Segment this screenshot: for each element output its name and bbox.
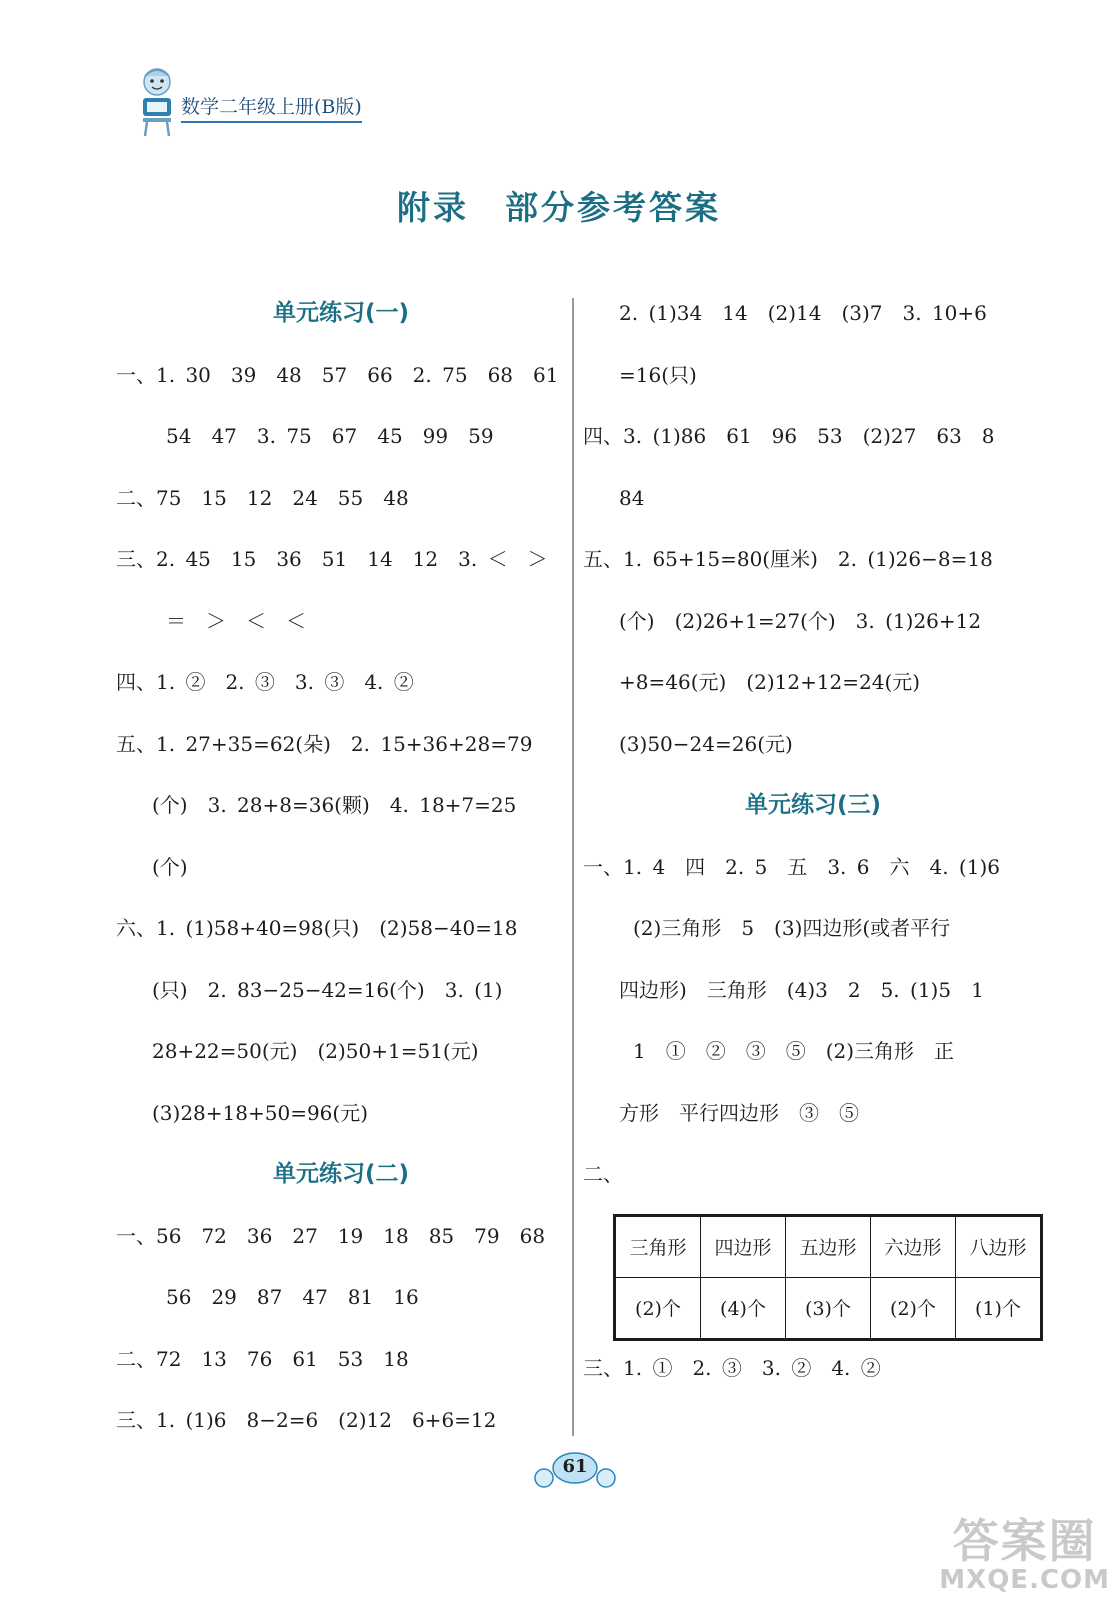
table-row bbox=[615, 1277, 1042, 1339]
answer-line: 五、1. 65+15=80(厘米) 2. (1)26−8=18 bbox=[583, 547, 993, 571]
answer-line: 四、1. ② 2. ③ 3. ③ 4. ② bbox=[116, 670, 414, 694]
page-number-badge bbox=[530, 1448, 620, 1492]
answer-line: 54 47 3. 75 67 45 99 59 bbox=[166, 424, 494, 448]
answer-line: (个) 3. 28+8=36(颗) 4. 18+7=25 bbox=[152, 793, 517, 817]
table-row bbox=[615, 1215, 1042, 1277]
answer-line: ＝ ＞ ＜ ＜ bbox=[166, 608, 306, 633]
section-title: 单元练习(二) bbox=[272, 1161, 410, 1187]
answer-line: =16(只) bbox=[619, 362, 697, 387]
table-header-cell: 六边形 bbox=[871, 1215, 956, 1277]
answer-line: 84 bbox=[619, 485, 645, 510]
answer-line: 三、1. (1)6 8−2=6 (2)12 6+6=12 bbox=[116, 1408, 497, 1432]
book-title: 数学二年级上册(B版) bbox=[181, 92, 362, 123]
section-title: 单元练习(三) bbox=[744, 792, 882, 818]
section-title: 单元练习(一) bbox=[272, 300, 410, 326]
answer-line: 一、56 72 36 27 19 18 85 79 68 bbox=[116, 1223, 546, 1248]
table-header-cell: 三角形 bbox=[615, 1215, 701, 1277]
page-title: 附录 部分参考答案 bbox=[397, 188, 721, 227]
table-cell: (3)个 bbox=[786, 1277, 871, 1339]
answer-line: +8=46(元) (2)12+12=24(元) bbox=[619, 670, 921, 694]
answer-line: 三、2. 45 15 36 51 14 12 3. ＜ ＞ bbox=[116, 547, 548, 571]
answer-line: (个) bbox=[152, 854, 188, 879]
question-label: 二、 bbox=[583, 1162, 623, 1186]
column-divider bbox=[572, 298, 574, 1436]
watermark-logo: 答案圈 bbox=[952, 1514, 1097, 1568]
answer-line: 56 29 87 47 81 16 bbox=[166, 1285, 419, 1309]
answer-line: 二、75 15 12 24 55 48 bbox=[116, 485, 409, 510]
reading-child-icon bbox=[135, 62, 179, 142]
answer-line: 五、1. 27+35=62(朵) 2. 15+36+28=79 bbox=[116, 731, 533, 756]
answer-line: 2. (1)34 14 (2)14 (3)7 3. 10+6 bbox=[619, 301, 987, 325]
answer-line: 28+22=50(元) (2)50+1=51(元) bbox=[152, 1039, 479, 1063]
answer-line: 1 ① ② ③ ⑤ (2)三角形 正 bbox=[633, 1039, 955, 1063]
table-header-cell: 八边形 bbox=[956, 1215, 1042, 1277]
answer-line: 四边形) 三角形 (4)3 2 5. (1)5 1 bbox=[619, 977, 984, 1002]
answer-line: 六、1. (1)58+40=98(只) (2)58−40=18 bbox=[116, 916, 518, 940]
watermark-url: MXQE.COM bbox=[939, 1565, 1110, 1595]
page-number: 61 bbox=[562, 1456, 588, 1477]
table-cell: (1)个 bbox=[956, 1277, 1042, 1339]
answer-line: (3)28+18+50=96(元) bbox=[152, 1100, 369, 1125]
answer-line: 三、1. ① 2. ③ 3. ② 4. ② bbox=[583, 1355, 881, 1380]
table-header-cell: 四边形 bbox=[701, 1215, 786, 1277]
left-column bbox=[116, 283, 566, 1452]
watermark bbox=[939, 1516, 1110, 1594]
answer-line: 方形 平行四边形 ③ ⑤ bbox=[619, 1100, 859, 1125]
table-cell: (2)个 bbox=[871, 1277, 956, 1339]
answer-line: 一、1. 30 39 48 57 66 2. 75 68 61 bbox=[116, 362, 559, 387]
table-header-cell: 五边形 bbox=[786, 1215, 871, 1277]
answer-line: (3)50−24=26(元) bbox=[619, 731, 793, 756]
answer-line: 四、3. (1)86 61 96 53 (2)27 63 8 bbox=[583, 424, 995, 448]
shape-count-table bbox=[613, 1214, 1043, 1341]
answer-line: (2)三角形 5 (3)四边形(或者平行 bbox=[633, 916, 951, 940]
answer-line: (只) 2. 83−25−42=16(个) 3. (1) bbox=[152, 977, 503, 1002]
answer-line: 二、72 13 76 61 53 18 bbox=[116, 1346, 409, 1371]
right-column bbox=[583, 283, 1043, 1399]
table-cell: (4)个 bbox=[701, 1277, 786, 1339]
answer-line: (个) (2)26+1=27(个) 3. (1)26+12 bbox=[619, 608, 982, 633]
answer-line: 一、1. 4 四 2. 5 五 3. 6 六 4. (1)6 bbox=[583, 854, 1000, 879]
table-cell: (2)个 bbox=[615, 1277, 701, 1339]
shape-count-table-wrap bbox=[583, 1214, 1043, 1338]
